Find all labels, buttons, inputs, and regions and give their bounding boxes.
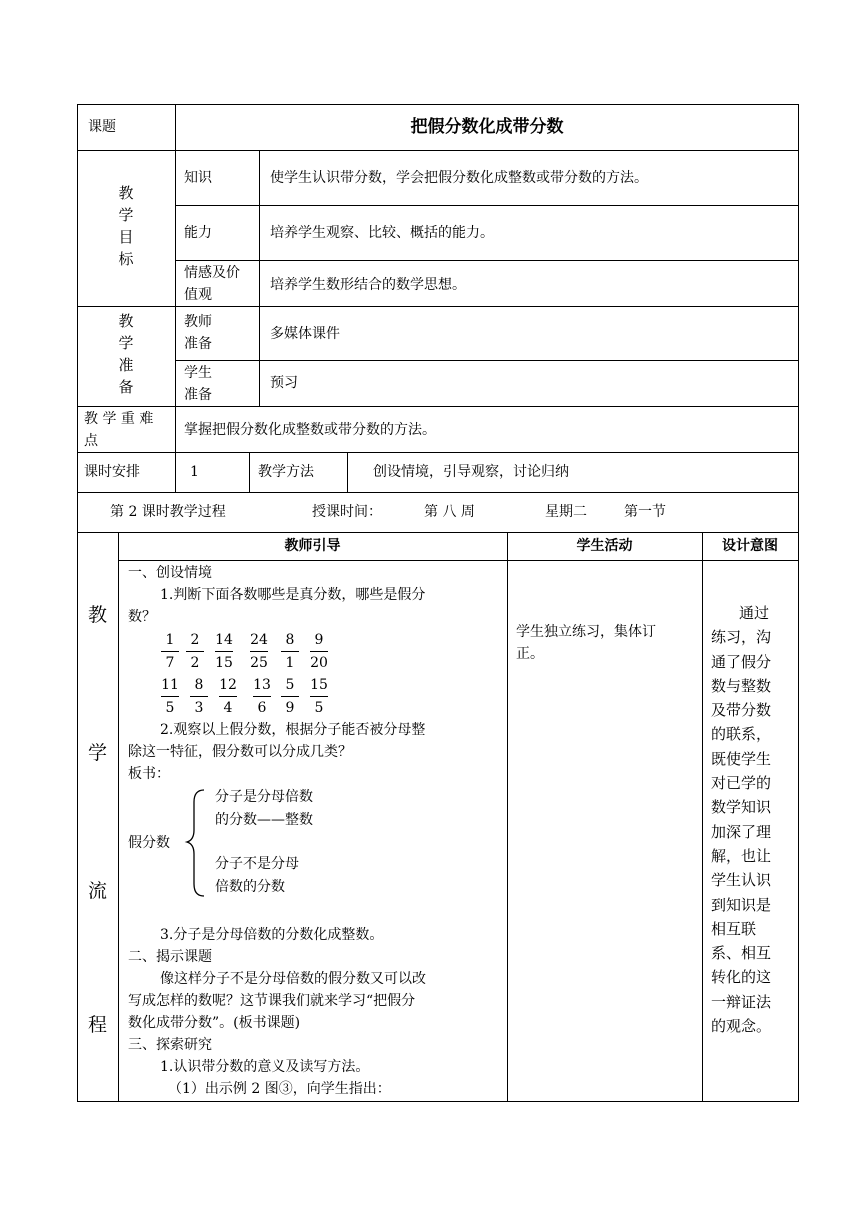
method-content: 创设情境，引导观察，讨论归纳 (373, 464, 569, 480)
board-line: 分子是分母倍数 (215, 789, 313, 805)
topic-label: 课题 (88, 119, 116, 135)
teacher-line: 板书： (128, 766, 170, 782)
board-label: 假分数 (128, 835, 170, 851)
teacher-line: （1）出示例 2 图③，向学生指出： (168, 1081, 391, 1097)
board-line: 的分数——整数 (215, 812, 313, 828)
teacher-line: 3.分子是分母倍数的分数化成整数。 (160, 927, 384, 943)
teacher-line: 数化成带分数”。(板书课题) (128, 1015, 301, 1031)
teacher-line: 1.认识带分数的意义及读写方法。 (160, 1059, 370, 1075)
table-border-top (77, 104, 799, 105)
teacher-line: 1.判断下面各数哪些是真分数，哪些是假分 (160, 587, 426, 603)
page-title: 把假分数化成带分数 (410, 117, 564, 137)
teacher-line: 写成怎样的数呢？这节课我们就来学习“把假分 (128, 993, 416, 1009)
prep-label-student: 学生 准备 (184, 365, 212, 403)
goal-label-emotion: 情感及价 值观 (184, 265, 240, 303)
process-side-char: 教 (87, 604, 107, 626)
teacher-line: 一、创设情境 (128, 565, 212, 581)
row-divider (77, 532, 799, 533)
teacher-line: 像这样分子不是分母倍数的假分数又可以改 (160, 971, 426, 987)
col-divider (249, 452, 250, 493)
goal-content-emotion: 培养学生数形结合的数学思想。 (270, 277, 466, 293)
col-divider (175, 104, 176, 407)
fraction: 1 7 (158, 631, 182, 672)
method-label: 教学方法 (258, 464, 314, 480)
curly-brace-icon (184, 788, 208, 898)
student-activity: 学生独立练习，集体订 正。 (516, 624, 656, 662)
goal-content-knowledge: 使学生认识带分数，学会把假分数化成整数或带分数的方法。 (270, 170, 648, 186)
lesson-day: 星期二 (545, 504, 587, 520)
fraction: 13 6 (253, 677, 271, 716)
teacher-line: 二、揭示课题 (128, 949, 212, 965)
board-line: 分子不是分母 (215, 856, 299, 872)
teacher-line: 数？ (128, 609, 156, 625)
col-divider (118, 532, 119, 1102)
lesson-time-label: 授课时间： (312, 504, 382, 520)
schedule-value: 1 (190, 464, 199, 480)
process-side-char: 学 (87, 742, 107, 764)
lesson-period: 第 2 课时教学过程 (110, 504, 226, 520)
process-side-char: 流 (87, 880, 107, 902)
col-header-student: 学生活动 (576, 538, 633, 554)
col-header-design: 设计意图 (722, 538, 778, 554)
row-divider (175, 205, 799, 206)
row-divider (77, 306, 799, 307)
prep-content-teacher: 多媒体课件 (270, 326, 340, 342)
prep-content-student: 预习 (270, 375, 298, 391)
goal-label-knowledge: 知识 (184, 170, 212, 186)
fraction: 2 2 (183, 631, 207, 672)
row-divider (77, 492, 799, 493)
fraction: 24 25 (250, 632, 268, 671)
col-header-teacher: 教师引导 (284, 538, 341, 554)
teacher-line: 2.观察以上假分数，根据分子能否被分母整 (160, 722, 426, 738)
table-border-bottom (77, 1101, 799, 1102)
fraction: 15 5 (310, 677, 328, 716)
goal-content-ability: 培养学生观察、比较、概括的能力。 (270, 225, 494, 241)
design-intent: 通过 练习，沟 通了假分 数与整数 及带分数 的联系， 既使学生 对已学的 数学知识 加深了理 解，也让 学生认识 到知识是 相互联 系、相互 转化的这 一辩证法 的观念。 (711, 604, 772, 1036)
lesson-section: 第一节 (624, 504, 666, 520)
schedule-label: 课时安排 (84, 464, 140, 480)
goals-section-label: 教 学 目 标 (118, 184, 134, 268)
row-divider (175, 260, 799, 261)
fraction: 11 5 (161, 677, 179, 716)
row-divider (77, 150, 799, 151)
row-divider (175, 360, 799, 361)
col-divider (175, 406, 176, 493)
row-divider (77, 406, 799, 407)
col-divider (507, 532, 508, 1102)
teacher-line: 除这一特征，假分数可以分成几类？ (128, 744, 352, 760)
lesson-week: 第 八 周 (424, 504, 475, 520)
col-divider (259, 150, 260, 407)
table-border-right (798, 104, 799, 1102)
row-divider (77, 452, 799, 453)
fraction: 8 3 (187, 676, 211, 717)
goal-label-ability: 能力 (184, 225, 212, 241)
fraction: 14 15 (215, 632, 233, 671)
fraction: 8 1 (278, 631, 302, 672)
difficulty-label: 教 学 重 难 点 (84, 411, 154, 449)
fraction: 12 4 (219, 677, 237, 716)
board-line: 倍数的分数 (215, 879, 285, 895)
fraction: 9 20 (310, 632, 328, 671)
row-divider (118, 560, 799, 561)
difficulty-content: 掌握把假分数化成整数或带分数的方法。 (184, 422, 436, 438)
fraction: 5 9 (278, 676, 302, 717)
col-divider (347, 452, 348, 493)
prep-label-teacher: 教师 准备 (184, 314, 212, 352)
prep-section-label: 教 学 准 备 (118, 312, 134, 396)
process-side-char: 程 (87, 1014, 107, 1036)
teacher-line: 三、探索研究 (128, 1037, 212, 1053)
col-divider (702, 532, 703, 1102)
